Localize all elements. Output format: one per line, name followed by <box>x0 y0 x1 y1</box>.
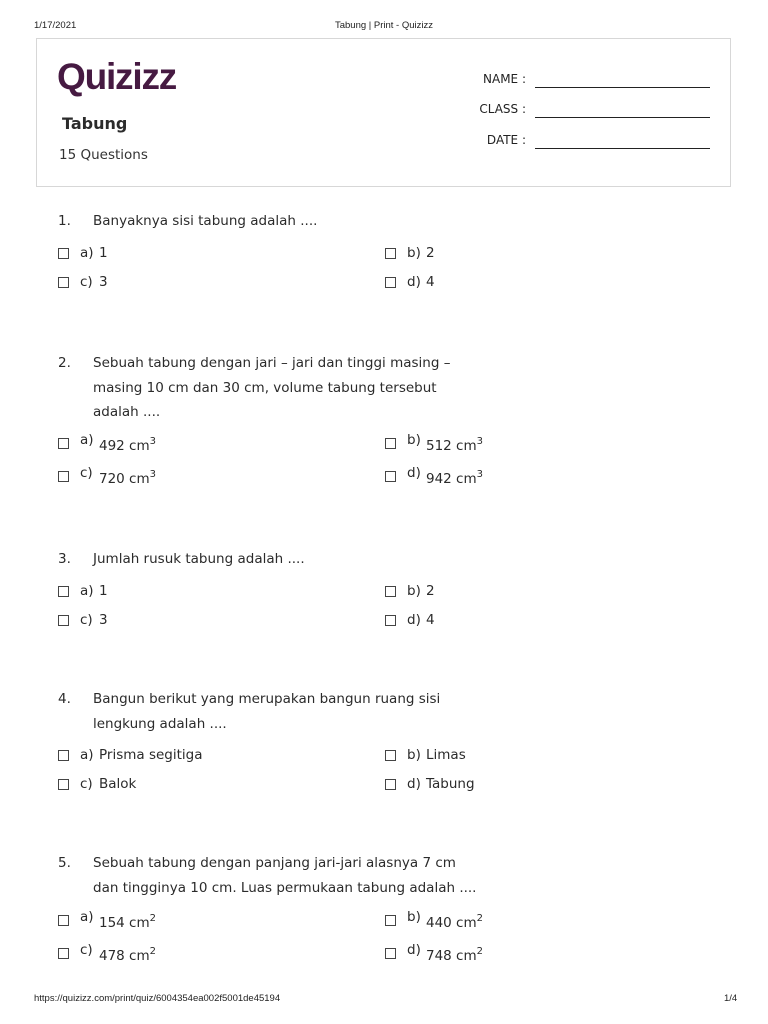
option-letter: d) <box>407 776 421 792</box>
option-letter: d) <box>407 465 421 481</box>
option-value: 2 <box>426 245 435 261</box>
option-letter: a) <box>80 747 94 763</box>
checkbox[interactable] <box>58 471 69 482</box>
option-letter: a) <box>80 909 94 925</box>
name-label: NAME : <box>483 72 526 86</box>
print-title: Tabung | Print - Quizizz <box>334 20 434 31</box>
option-letter: d) <box>407 612 421 628</box>
name-line[interactable] <box>535 87 710 88</box>
checkbox[interactable] <box>58 277 69 288</box>
question-number: 1. <box>58 213 71 229</box>
date-label: DATE : <box>486 133 526 147</box>
exponent: 2 <box>149 913 157 924</box>
question-number: 4. <box>58 691 71 707</box>
exponent: 2 <box>476 913 484 924</box>
option-value: 1 <box>99 245 108 261</box>
checkbox[interactable] <box>385 915 396 926</box>
question-text: Bangun berikut yang merupakan bangun ruang sisi lengkung adalah .... <box>93 691 441 732</box>
option-letter: c) <box>80 465 93 481</box>
option-letter: a) <box>80 583 94 599</box>
checkbox[interactable] <box>58 779 69 790</box>
exponent: 3 <box>149 436 157 447</box>
print-url[interactable]: https://quizizz.com/print/quiz/6004354ea002f5001de45194 <box>34 993 281 1004</box>
checkbox[interactable] <box>58 915 69 926</box>
quiz-header-card <box>36 38 731 187</box>
checkbox[interactable] <box>58 948 69 959</box>
checkbox[interactable] <box>58 586 69 597</box>
option-letter: a) <box>80 245 94 261</box>
class-label: CLASS : <box>479 102 526 116</box>
exponent: 3 <box>476 469 484 480</box>
option-value: 4 <box>426 612 435 628</box>
option-letter: b) <box>407 747 421 763</box>
page-number: 1/4 <box>724 993 738 1004</box>
option-value: 1 <box>99 583 108 599</box>
option-value: 3 <box>99 612 108 628</box>
option-value: 478 $cm^2$ <box>99 946 157 964</box>
checkbox[interactable] <box>385 615 396 626</box>
question-number: 3. <box>58 551 71 567</box>
option-letter: b) <box>407 583 421 599</box>
option-letter: c) <box>80 612 93 628</box>
option-letter: c) <box>80 274 93 290</box>
option-letter: b) <box>407 909 421 925</box>
exponent: 3 <box>149 469 157 480</box>
question-number: 5. <box>58 855 71 871</box>
option-value: 3 <box>99 274 108 290</box>
option-value: 492 $cm^3$ <box>99 436 157 454</box>
question-count: 15 Questions <box>59 147 148 163</box>
quiz-title: Tabung <box>62 114 128 133</box>
checkbox[interactable] <box>385 750 396 761</box>
exponent: 2 <box>476 946 484 957</box>
date-line[interactable] <box>535 148 710 149</box>
option-value: 4 <box>426 274 435 290</box>
question-text: Banyaknya sisi tabung adalah .... <box>93 213 318 229</box>
print-date: 1/17/2021 <box>34 20 77 31</box>
question-text: Sebuah tabung dengan panjang jari-jari alasnya 7 cm dan tingginya 10 cm. Luas permukaan tabung adalah .... <box>93 855 477 896</box>
class-line[interactable] <box>535 117 710 118</box>
question-text: Sebuah tabung dengan jari – jari dan tinggi masing – masing 10 cm dan 30 cm, volume tabung tersebut adalah .... <box>93 355 451 420</box>
question-text: Jumlah rusuk tabung adalah .... <box>93 551 305 567</box>
option-value: 154 $cm^2$ <box>99 913 157 931</box>
option-value: Tabung <box>426 776 475 792</box>
option-letter: b) <box>407 432 421 448</box>
exponent: 2 <box>149 946 157 957</box>
checkbox[interactable] <box>385 948 396 959</box>
option-value: Balok <box>99 776 137 792</box>
quizizz-logo <box>57 55 197 97</box>
option-letter: c) <box>80 776 93 792</box>
option-value: 942 $cm^3$ <box>426 469 484 487</box>
option-value: Limas <box>426 747 466 763</box>
checkbox[interactable] <box>385 248 396 259</box>
option-value: 2 <box>426 583 435 599</box>
option-letter: c) <box>80 942 93 958</box>
option-value: 440 $cm^2$ <box>426 913 484 931</box>
option-letter: d) <box>407 274 421 290</box>
checkbox[interactable] <box>58 750 69 761</box>
question-number: 2. <box>58 355 71 371</box>
option-value: 512 $cm^3$ <box>426 436 484 454</box>
checkbox[interactable] <box>385 277 396 288</box>
checkbox[interactable] <box>385 779 396 790</box>
checkbox[interactable] <box>385 586 396 597</box>
checkbox[interactable] <box>58 248 69 259</box>
option-letter: b) <box>407 245 421 261</box>
checkbox[interactable] <box>385 438 396 449</box>
quizizz-logo-wordmark: Quizizz <box>57 56 177 97</box>
option-value: Prisma segitiga <box>99 747 203 763</box>
option-letter: a) <box>80 432 94 448</box>
checkbox[interactable] <box>58 438 69 449</box>
checkbox[interactable] <box>385 471 396 482</box>
exponent: 3 <box>476 436 484 447</box>
option-value: 720 $cm^3$ <box>99 469 157 487</box>
option-letter: d) <box>407 942 421 958</box>
checkbox[interactable] <box>58 615 69 626</box>
option-value: 748 $cm^2$ <box>426 946 484 964</box>
